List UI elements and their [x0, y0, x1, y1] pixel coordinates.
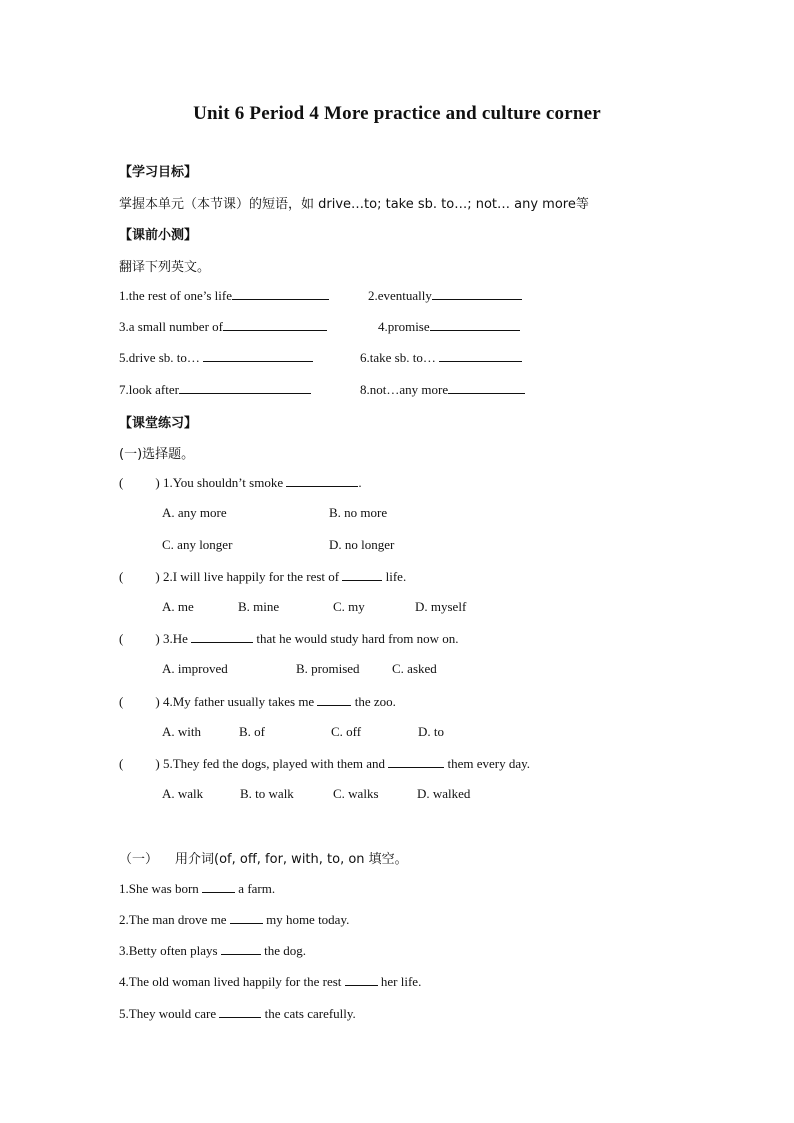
answer-blank[interactable]	[317, 693, 351, 706]
paren-open: (	[119, 631, 124, 646]
fill-item-text: 1.She was born	[119, 881, 203, 896]
pretest-item	[378, 318, 520, 335]
pretest-item	[119, 287, 329, 304]
paren-close: )	[155, 631, 160, 646]
answer-blank[interactable]	[432, 287, 522, 300]
option-a[interactable]: A. me	[162, 599, 194, 614]
answer-blank[interactable]	[221, 942, 261, 955]
option-b[interactable]: B. to walk	[240, 786, 294, 801]
question-stem: 3.He	[162, 631, 192, 646]
paren-open: (	[119, 569, 124, 584]
pretest-item	[119, 381, 311, 398]
answer-blank[interactable]	[232, 287, 329, 300]
question-stem-end: the zoo.	[351, 694, 396, 709]
fill-item	[119, 1005, 356, 1022]
answer-blank[interactable]	[439, 349, 522, 362]
practice-heading: 【课堂练习】	[119, 416, 198, 431]
pretest-item-text: 5.drive sb. to…	[119, 350, 204, 365]
fill-item-text: 2.The man drove me	[119, 912, 230, 927]
pretest-item-text: 6.take sb. to…	[360, 350, 440, 365]
answer-blank[interactable]	[430, 318, 520, 331]
pretest-item	[119, 318, 327, 335]
paren-close: )	[155, 694, 160, 709]
pretest-item	[368, 287, 522, 304]
option-b[interactable]: B. mine	[238, 599, 280, 614]
pretest-item-text: 8.not…any more	[360, 382, 449, 397]
document-title: Unit 6 Period 4 More practice and culture corner	[193, 103, 601, 124]
question-stem-end: that he would study hard from now on.	[253, 631, 459, 646]
question-stem: 2.I will live happily for the rest of	[162, 569, 343, 584]
pretest-item-text: 7.look after	[119, 382, 179, 397]
option-a[interactable]: A. any more	[162, 505, 227, 520]
question-3	[119, 630, 459, 647]
fill-item-text-end: her life.	[377, 974, 422, 989]
answer-blank[interactable]	[448, 381, 525, 394]
objectives-text: 掌握本单元（本节课）的短语，如 drive…to; take sb. to…; not… any more等	[119, 197, 589, 212]
question-stem-end: them every day.	[444, 756, 531, 771]
paren-open: (	[119, 475, 124, 490]
question-stem: 1.You shouldn’t smoke	[162, 475, 287, 490]
paren-close: )	[155, 475, 160, 490]
part2-label: （一）	[119, 852, 159, 867]
answer-blank[interactable]	[191, 630, 253, 643]
fill-item	[119, 911, 349, 928]
answer-blank[interactable]	[342, 568, 382, 581]
option-b[interactable]: B. of	[239, 724, 265, 739]
question-2	[119, 568, 406, 585]
option-d[interactable]: D. no longer	[329, 537, 395, 552]
objectives-heading: 【学习目标】	[119, 165, 198, 180]
answer-blank[interactable]	[230, 911, 263, 924]
option-a[interactable]: A. walk	[162, 786, 204, 801]
fill-item	[119, 973, 421, 990]
fill-item-text-end: my home today.	[262, 912, 350, 927]
answer-blank[interactable]	[202, 880, 235, 893]
question-stem-end: life.	[382, 569, 407, 584]
answer-blank[interactable]	[345, 973, 378, 986]
answer-blank[interactable]	[219, 1005, 261, 1018]
answer-blank[interactable]	[203, 349, 313, 362]
question-stem: 5.They fed the dogs, played with them and	[162, 756, 389, 771]
option-c[interactable]: C. asked	[392, 661, 437, 676]
answer-blank[interactable]	[179, 381, 311, 394]
fill-item	[119, 880, 275, 897]
fill-item-text-end: the dog.	[260, 943, 306, 958]
answer-blank[interactable]	[286, 474, 358, 487]
option-c[interactable]: C. my	[333, 599, 365, 614]
fill-item-text: 4.The old woman lived happily for the rest	[119, 974, 345, 989]
option-c[interactable]: C. off	[331, 724, 362, 739]
pretest-item-text: 4.promise	[378, 319, 430, 334]
part2-instruction: 用介词(of, off, for, with, to, on 填空。	[175, 852, 408, 867]
question-5	[119, 755, 530, 772]
paren-open: (	[119, 694, 124, 709]
pretest-item	[360, 381, 525, 398]
option-a[interactable]: A. improved	[162, 661, 228, 676]
paren-close: )	[155, 569, 160, 584]
option-c[interactable]: C. any longer	[162, 537, 233, 552]
fill-item	[119, 942, 306, 959]
option-c[interactable]: C. walks	[333, 786, 379, 801]
option-a[interactable]: A. with	[162, 724, 201, 739]
answer-blank[interactable]	[388, 755, 444, 768]
question-1	[119, 474, 362, 491]
pretest-item	[360, 349, 522, 366]
question-stem-end: .	[358, 475, 362, 490]
part2-header	[119, 848, 408, 867]
pretest-item-text: 2.eventually	[368, 288, 432, 303]
pretest-item-text: 1.the rest of one’s life	[119, 288, 232, 303]
fill-item-text-end: the cats carefully.	[261, 1006, 356, 1021]
fill-item-text: 5.They would care	[119, 1006, 220, 1021]
pretest-item-text: 3.a small number of	[119, 319, 223, 334]
option-d[interactable]: D. to	[418, 724, 444, 739]
fill-item-text-end: a farm.	[235, 881, 276, 896]
part1-title: (一)选择题。	[119, 447, 195, 462]
paren-close: )	[155, 756, 160, 771]
question-stem: 4.My father usually takes me	[162, 694, 318, 709]
option-b[interactable]: B. no more	[329, 505, 388, 520]
option-d[interactable]: D. myself	[415, 599, 467, 614]
question-4	[119, 693, 396, 710]
pretest-item	[119, 349, 313, 366]
paren-open: (	[119, 756, 124, 771]
answer-blank[interactable]	[223, 318, 327, 331]
pretest-heading: 【课前小测】	[119, 228, 198, 243]
option-d[interactable]: D. walked	[417, 786, 471, 801]
option-b[interactable]: B. promised	[296, 661, 360, 676]
fill-item-text: 3.Betty often plays	[119, 943, 221, 958]
pretest-instruction: 翻译下列英文。	[119, 260, 211, 275]
